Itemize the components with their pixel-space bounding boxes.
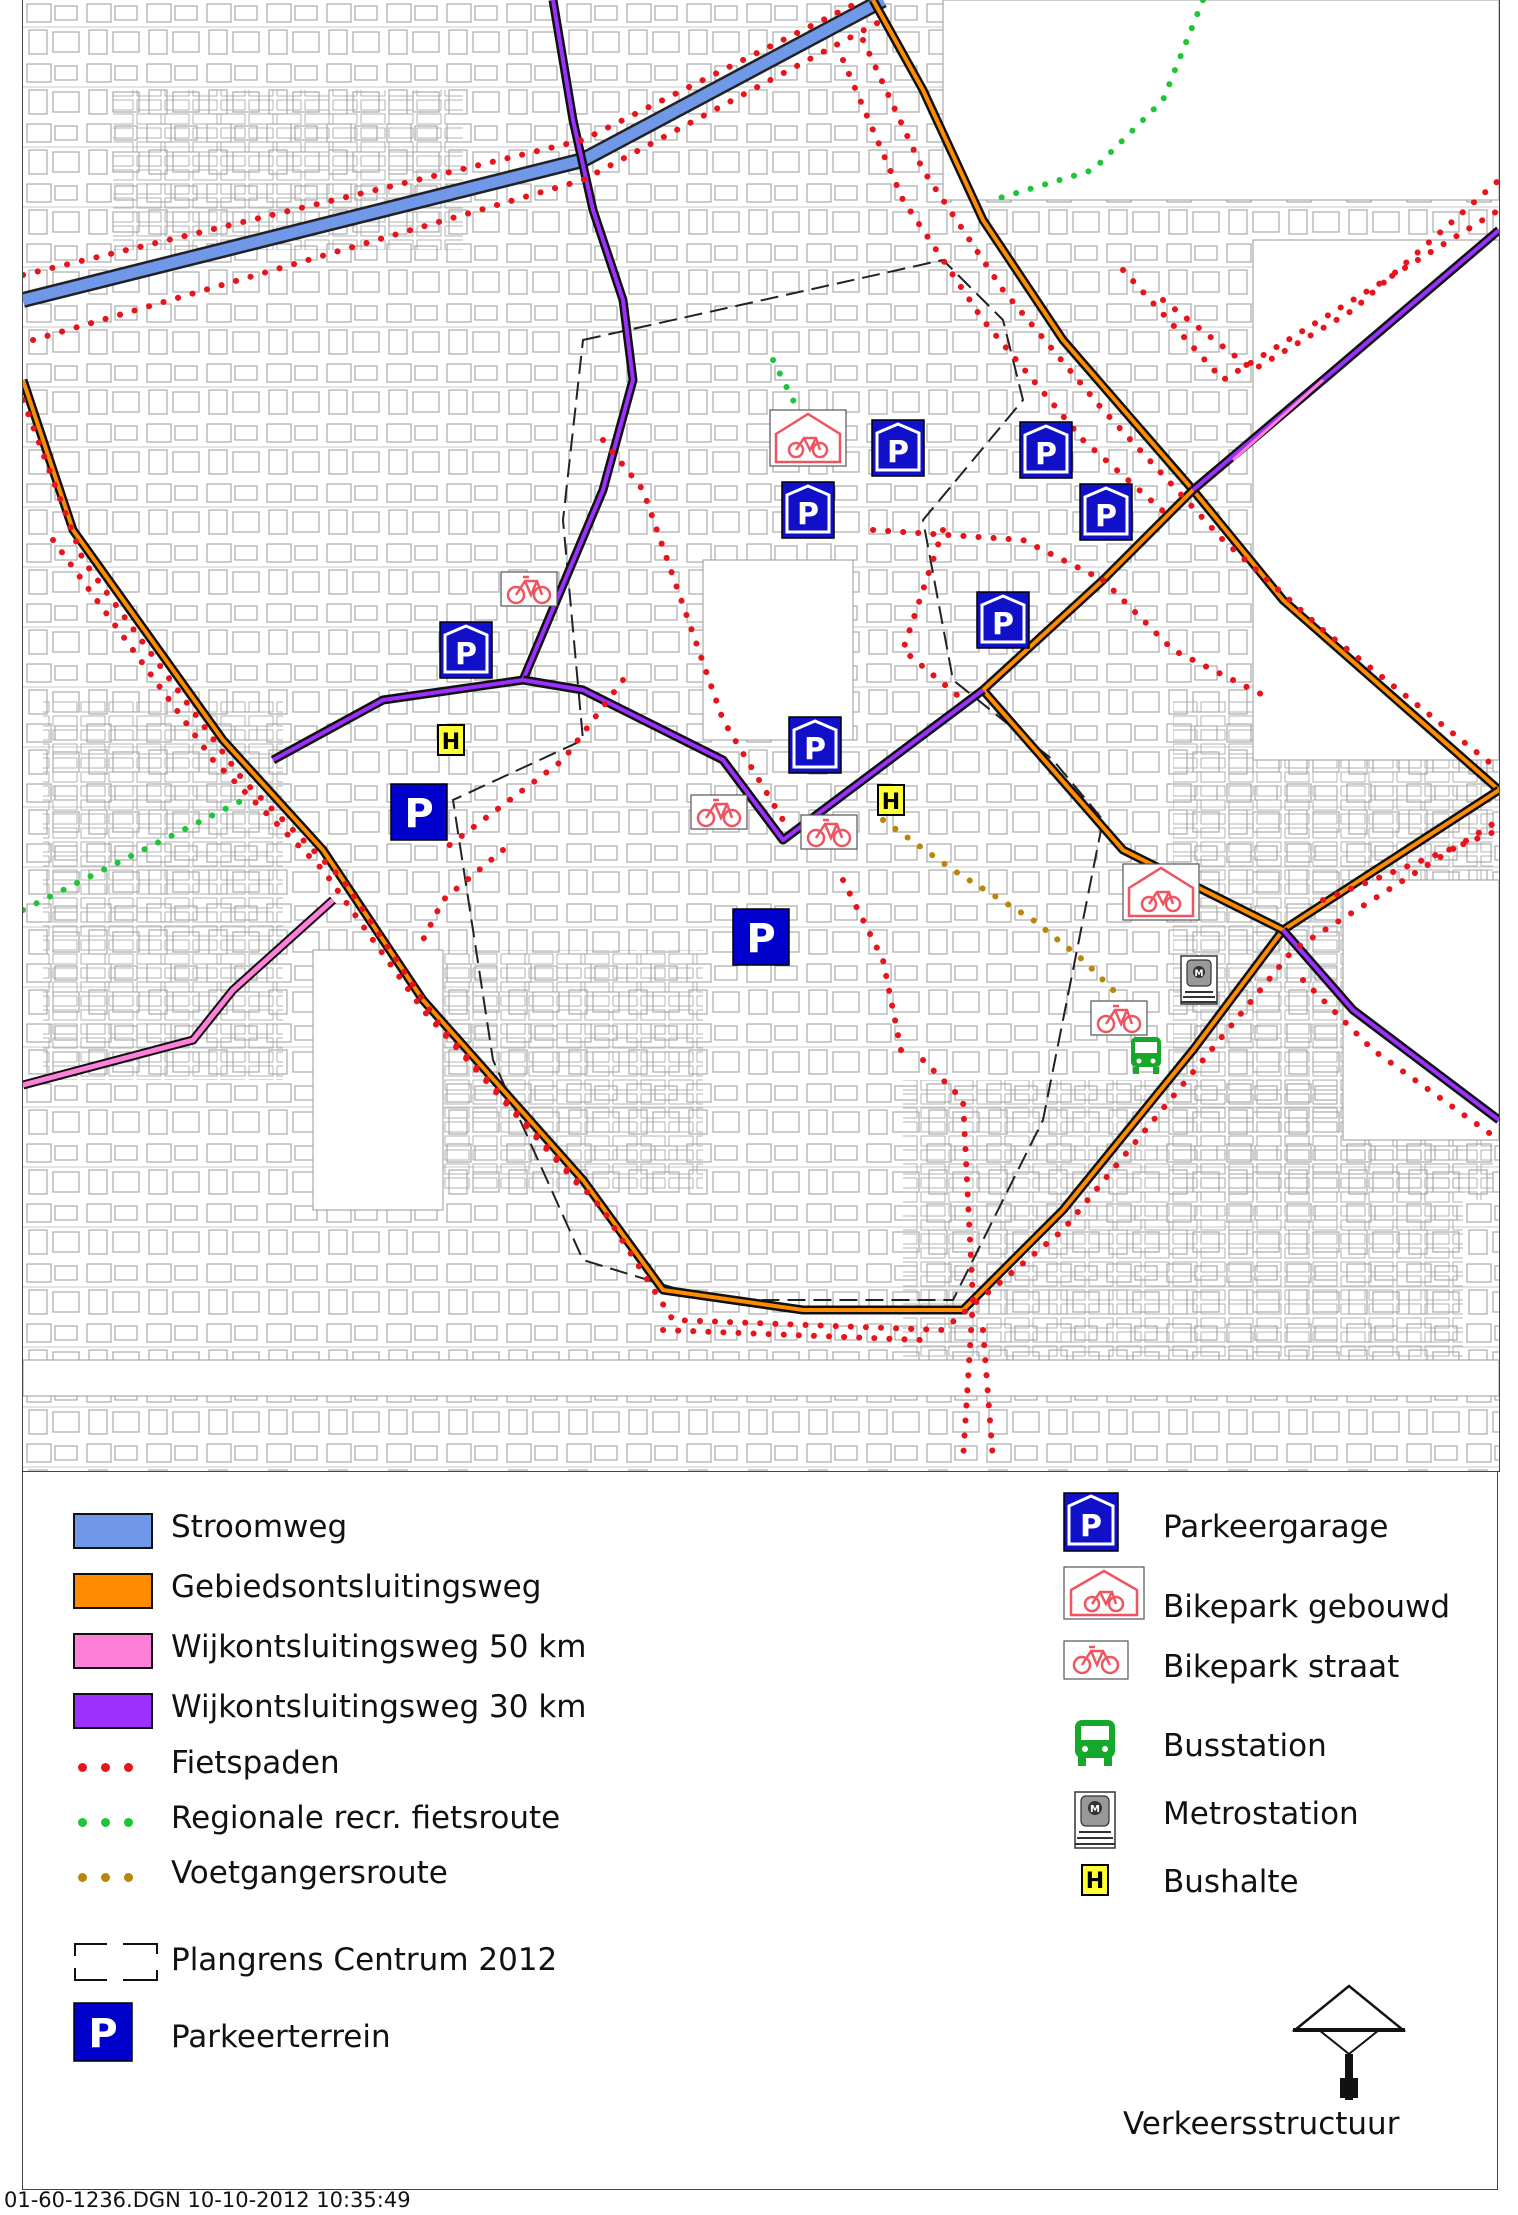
bikepark-street-icon[interactable] [1091, 1001, 1147, 1035]
legend-label-parkeerterrein: Parkeerterrein [171, 2019, 391, 2055]
wijkontsluitingsweg-50-swatch [73, 1633, 153, 1669]
legend-label-plangrens: Plangrens Centrum 2012 [171, 1942, 558, 1978]
parking-garage-icon[interactable] [872, 420, 924, 476]
map-legend [22, 1471, 1498, 2190]
parking-garage-icon[interactable] [782, 482, 834, 538]
open-area-ne [943, 0, 1499, 200]
map-panel[interactable] [22, 0, 1500, 1472]
bus-stop-icon [1080, 1863, 1110, 1897]
wijkontsluitingsweg-30-swatch [73, 1693, 153, 1729]
bus-station-icon [1073, 1718, 1117, 1768]
parking-garage-icon[interactable] [977, 592, 1029, 648]
map-canvas[interactable] [23, 0, 1499, 1471]
bus-stop-icon[interactable] [878, 785, 904, 815]
centre-plaza [703, 560, 853, 740]
legend-label-parkeergarage: Parkeergarage [1163, 1509, 1389, 1545]
gebiedsontsluitingsweg-swatch [73, 1573, 153, 1609]
parking-letter: P [88, 2011, 118, 2057]
legend-label-gebiedsontsluitingsweg: Gebiedsontsluitingsweg [171, 1569, 542, 1605]
busstop-letter: H [1085, 1869, 1105, 1894]
garage-letter: P [1080, 1509, 1102, 1544]
bikepark-street-icon[interactable] [501, 572, 557, 606]
bikepark-street-icon[interactable] [691, 795, 747, 829]
bus-stop-icon[interactable] [438, 725, 464, 755]
stroomweg-swatch [73, 1513, 153, 1549]
parking-lot-icon[interactable] [391, 784, 447, 840]
legend-label-metrostation: Metrostation [1163, 1796, 1359, 1832]
legend-label-wijkontsluitingsweg-30: Wijkontsluitingsweg 30 km [171, 1689, 587, 1725]
parking-garage-icon [1063, 1492, 1119, 1552]
voetgangersroute-swatch [78, 1873, 133, 1882]
parking-lot-icon[interactable] [733, 909, 789, 965]
open-area-w [313, 950, 443, 1210]
legend-label-voetgangersroute: Voetgangersroute [171, 1855, 448, 1891]
legend-label-stroomweg: Stroomweg [171, 1509, 348, 1545]
legend-label-bushalte: Bushalte [1163, 1864, 1299, 1900]
fietspaden-swatch [78, 1763, 133, 1772]
parking-garage-icon[interactable] [440, 622, 492, 678]
metro-letter: M [1090, 1804, 1100, 1815]
bikepark-building-icon [1063, 1566, 1145, 1620]
housing-rows-west [43, 700, 283, 1080]
drawing-code: 01-60-1236.DGN 10-10-2012 10:35:49 [4, 2188, 411, 2212]
legend-label-busstation: Busstation [1163, 1728, 1327, 1764]
legend-label-wijkontsluitingsweg-50: Wijkontsluitingsweg 50 km [171, 1629, 587, 1665]
metro-station-icon[interactable] [1181, 956, 1217, 1004]
north-arrow-icon [1289, 1982, 1409, 2112]
bikepark-street-icon [1063, 1640, 1129, 1680]
bikepark-street-icon[interactable] [801, 815, 857, 849]
legend-label-regionale-fietsroute: Regionale recr. fietsroute [171, 1800, 561, 1836]
legend-label-bikepark-straat: Bikepark straat [1163, 1649, 1400, 1685]
bikepark-building-icon[interactable] [1123, 864, 1199, 920]
legend-label-bikepark-gebouwd: Bikepark gebouwd [1163, 1589, 1451, 1625]
parking-garage-icon[interactable] [1020, 422, 1072, 478]
canal-south [23, 1360, 1499, 1396]
parking-garage-icon[interactable] [789, 717, 841, 773]
parking-lot-icon [73, 2002, 133, 2062]
legend-label-fietspaden: Fietspaden [171, 1745, 340, 1781]
regionale-fietsroute-swatch [78, 1818, 133, 1827]
bikepark-building-icon[interactable] [770, 410, 846, 466]
parking-garage-icon[interactable] [1080, 484, 1132, 540]
metro-station-icon [1073, 1790, 1117, 1850]
map-title: Verkeersstructuur [1123, 2106, 1400, 2142]
plangrens-swatch [73, 1942, 159, 1982]
